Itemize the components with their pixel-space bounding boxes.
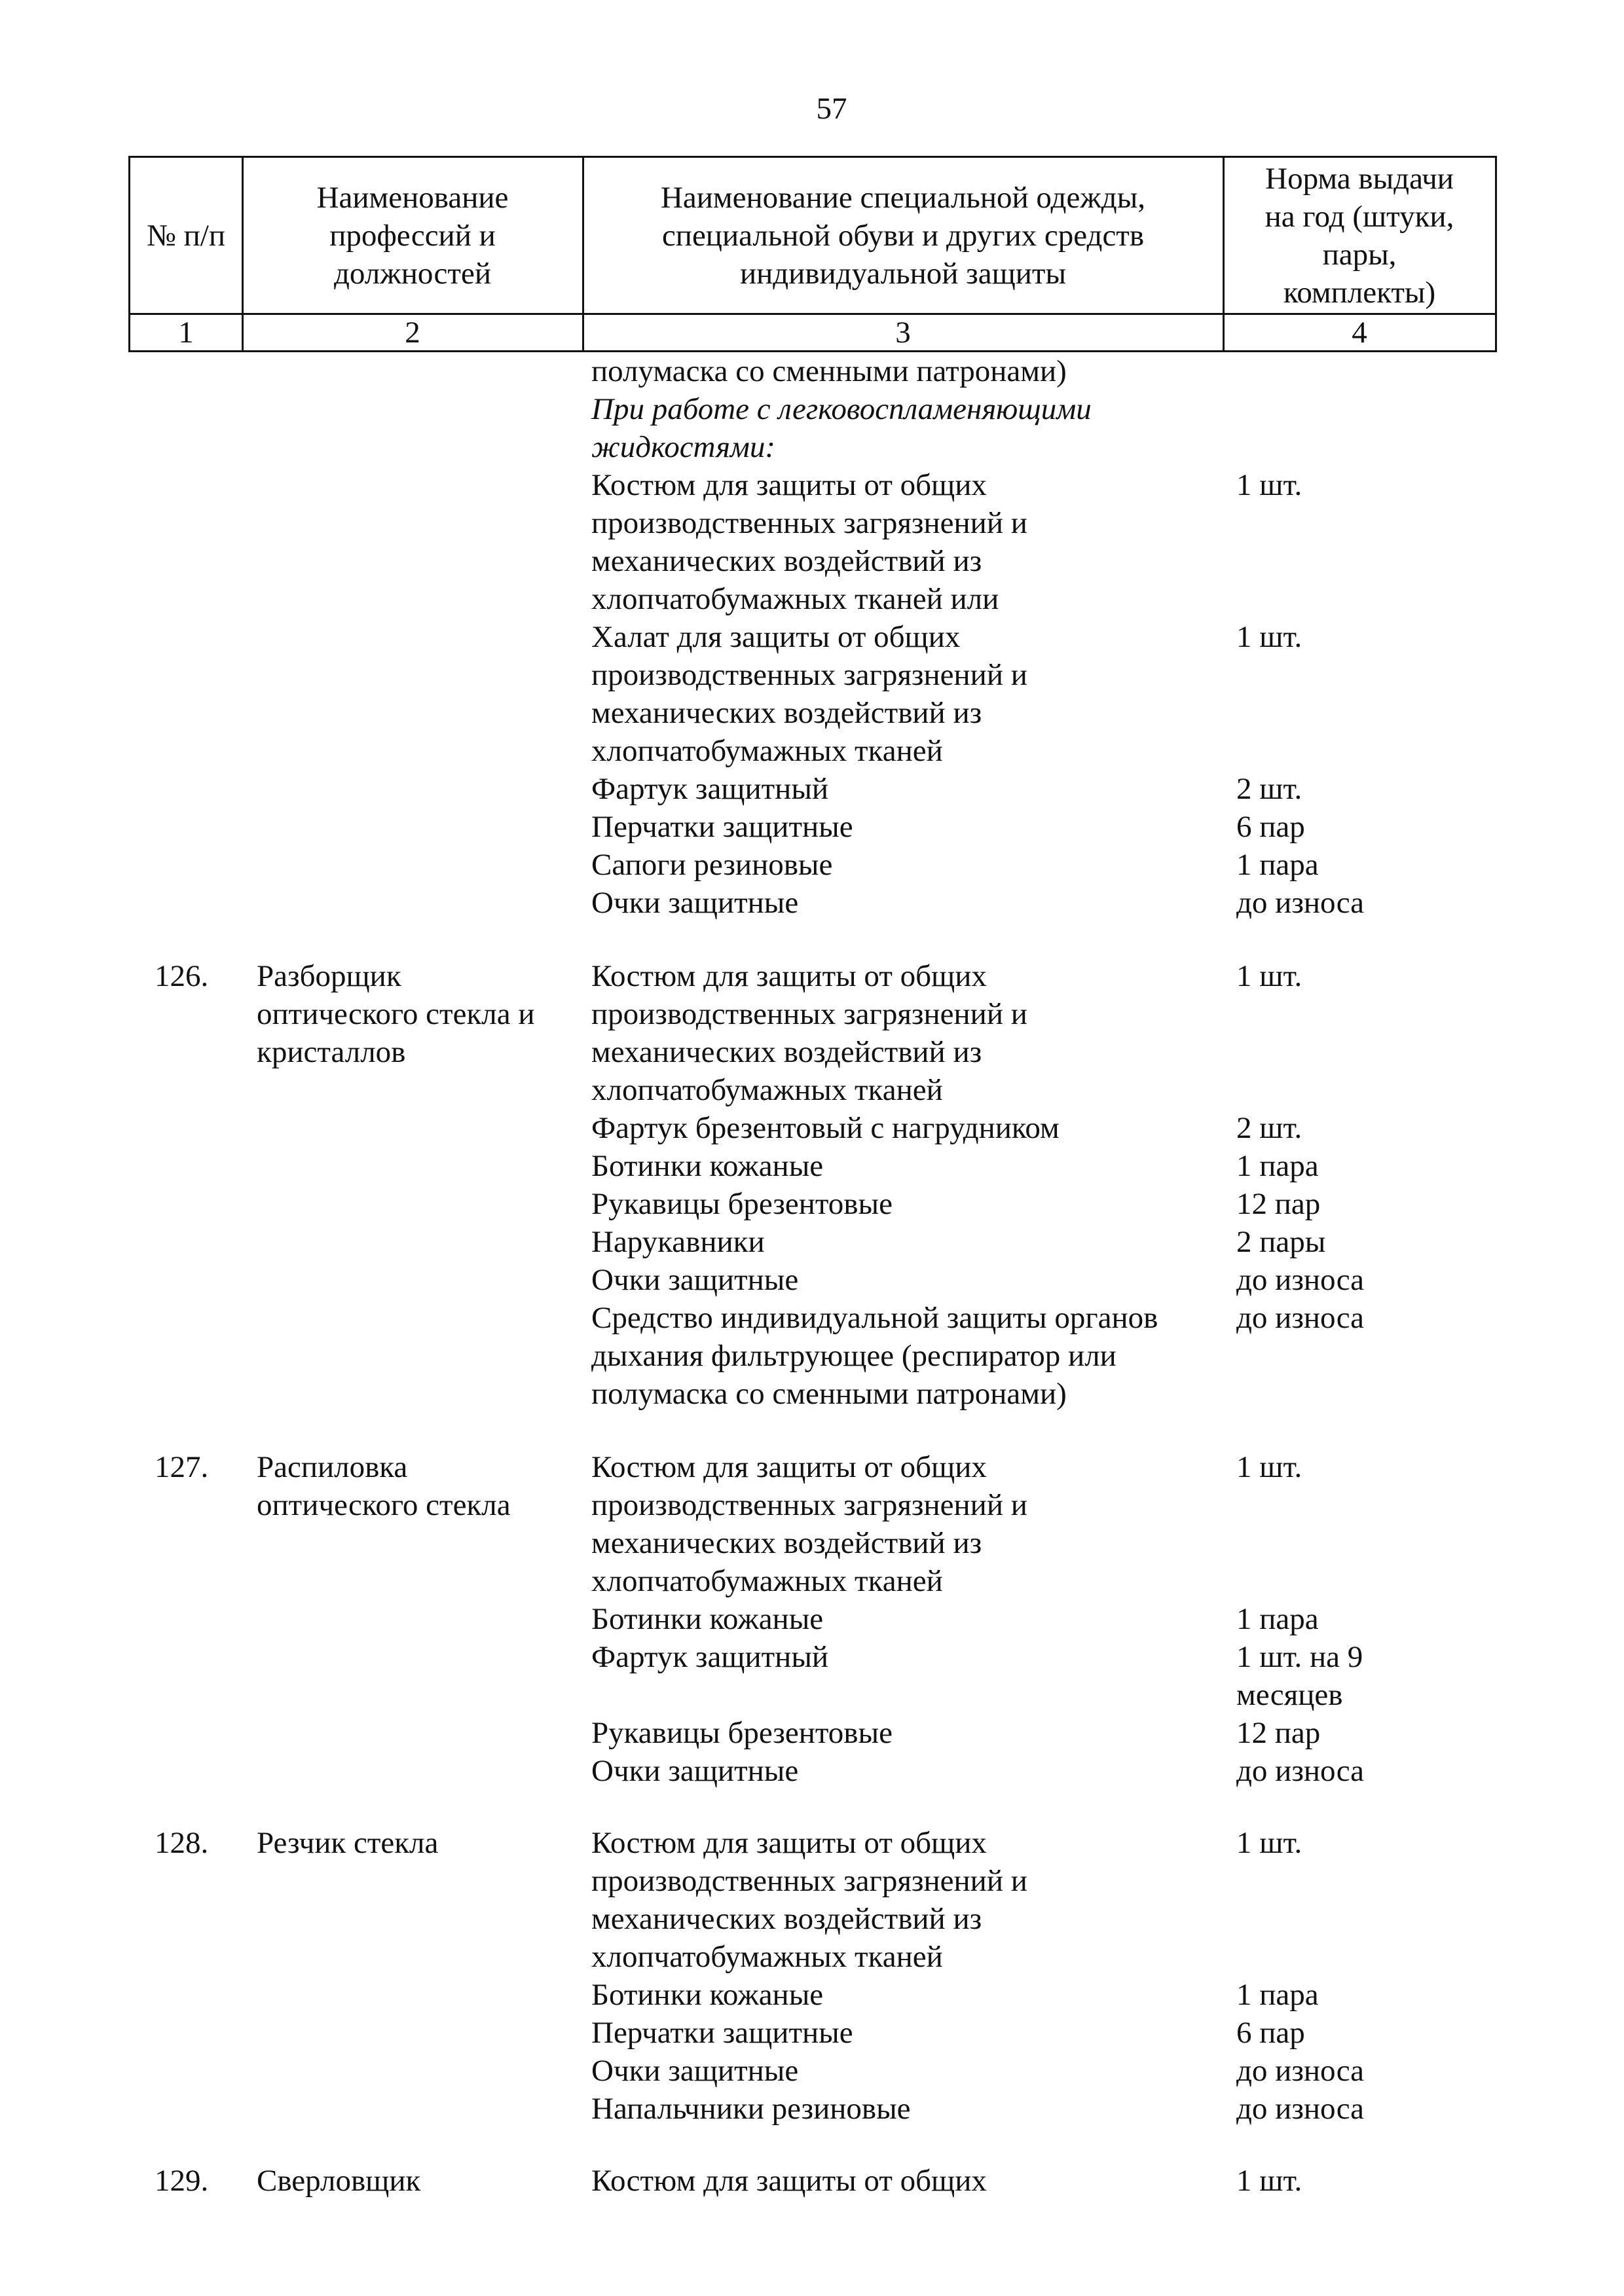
item-line: Ботинки кожаные (591, 1978, 824, 2012)
item-line: Сапоги резиновые (591, 848, 833, 882)
norm-value: до износа (1236, 886, 1364, 920)
norm-value: 1 пара (1236, 1602, 1319, 1636)
item-line: Рукавицы брезентовые (591, 1716, 893, 1750)
item-line: Ботинки кожаные (591, 1149, 824, 1183)
norm-value: 12 пар (1236, 1716, 1321, 1750)
profession-line: оптического стекла (257, 1488, 511, 1522)
norm-value: месяцев (1236, 1678, 1343, 1712)
header-num-1: 1 (178, 316, 194, 350)
header-num-2: 2 (405, 316, 420, 350)
item-line: механических воздействий из (591, 1035, 982, 1069)
profession-line: Распиловка (257, 1450, 408, 1484)
norm-value: 2 шт. (1236, 772, 1302, 806)
item-line: Фартук защитный (591, 772, 829, 806)
norm-value: 1 шт. (1236, 1826, 1302, 1860)
item-line: механических воздействий из (591, 696, 982, 730)
table-header (128, 156, 1497, 352)
header-col-profession: Наименование профессий и должностей (316, 180, 509, 291)
item-line: Перчатки защитные (591, 2016, 853, 2050)
page-number: 57 (816, 92, 847, 126)
norm-value: до износа (1236, 1754, 1364, 1788)
item-line: Костюм для защиты от общих (591, 1450, 987, 1484)
item-line: Костюм для защиты от общих (591, 959, 987, 993)
item-line: Фартук брезентовый с нагрудником (591, 1111, 1060, 1145)
section-heading: жидкостями: (591, 430, 776, 464)
item-line: производственных загрязнений и (591, 997, 1027, 1031)
item-line: хлопчатобумажных тканей (591, 734, 943, 768)
item-line: Перчатки защитные (591, 810, 853, 844)
header-num-4: 4 (1352, 316, 1367, 350)
norm-value: 1 пара (1236, 1149, 1319, 1183)
row-number: 128. (155, 1826, 209, 1860)
item-line: полумаска со сменными патронами) (591, 354, 1067, 388)
norm-value: 2 пары (1236, 1225, 1326, 1259)
header-col-number: № п/п (147, 218, 225, 253)
section-heading: При работе с легковоспламеняющими (591, 392, 1092, 426)
item-line: производственных загрязнений и (591, 658, 1027, 692)
item-line: Очки защитные (591, 1263, 799, 1297)
item-line: Средство индивидуальной защиты органов (591, 1301, 1158, 1335)
norm-value: до износа (1236, 2054, 1364, 2088)
item-line: Очки защитные (591, 1754, 799, 1788)
item-line: Костюм для защиты от общих (591, 468, 987, 502)
item-line: производственных загрязнений и (591, 1488, 1027, 1522)
norm-value: 1 пара (1236, 1978, 1319, 2012)
header-num-3: 3 (895, 316, 911, 350)
item-line: Рукавицы брезентовые (591, 1187, 893, 1221)
item-line: Напальчники резиновые (591, 2092, 911, 2126)
header-col-equipment: Наименование специальной одежды, специальной обуви и других средств индивидуальной защиты (660, 180, 1146, 291)
profession-line: Резчик стекла (257, 1826, 439, 1860)
item-line: Нарукавники (591, 1225, 765, 1259)
item-line: механических воздействий из (591, 1902, 982, 1936)
item-line: хлопчатобумажных тканей (591, 1940, 943, 1974)
norm-value: 1 шт. (1236, 2164, 1302, 2198)
norm-value: 6 пар (1236, 810, 1305, 844)
norm-value: 1 шт. на 9 (1236, 1640, 1363, 1674)
item-line: Ботинки кожаные (591, 1602, 824, 1636)
norm-value: 6 пар (1236, 2016, 1305, 2050)
row-number: 126. (155, 959, 209, 993)
norm-value: 1 шт. (1236, 620, 1302, 654)
item-line: Халат для защиты от общих (591, 620, 961, 654)
norm-value: 1 пара (1236, 848, 1319, 882)
norm-value: 2 шт. (1236, 1111, 1302, 1145)
row-number: 127. (155, 1450, 209, 1484)
norm-value: 1 шт. (1236, 959, 1302, 993)
norm-value: до износа (1236, 1263, 1364, 1297)
profession-line: оптического стекла и (257, 997, 535, 1031)
item-line: хлопчатобумажных тканей или (591, 582, 999, 616)
item-line: Очки защитные (591, 2054, 799, 2088)
header-col-norm: Норма выдачи на год (штуки, пары, комплекты) (1264, 161, 1454, 310)
norm-value: 12 пар (1236, 1187, 1321, 1221)
profession-line: Разборщик (257, 959, 401, 993)
item-line: механических воздействий из (591, 544, 982, 578)
item-line: Очки защитные (591, 886, 799, 920)
item-line: Фартук защитный (591, 1640, 829, 1674)
item-line: производственных загрязнений и (591, 1864, 1027, 1898)
profession-line: кристаллов (257, 1035, 406, 1069)
item-line: дыхания фильтрующее (респиратор или (591, 1339, 1116, 1373)
norm-value: до износа (1236, 2092, 1364, 2126)
norm-value: 1 шт. (1236, 468, 1302, 502)
item-line: Костюм для защиты от общих (591, 2164, 987, 2198)
item-line: Костюм для защиты от общих (591, 1826, 987, 1860)
item-line: механических воздействий из (591, 1526, 982, 1560)
norm-value: до износа (1236, 1301, 1364, 1335)
item-line: хлопчатобумажных тканей (591, 1073, 943, 1107)
item-line: хлопчатобумажных тканей (591, 1564, 943, 1598)
item-line: производственных загрязнений и (591, 506, 1027, 540)
item-line: полумаска со сменными патронами) (591, 1377, 1067, 1411)
row-number: 129. (155, 2164, 209, 2198)
norm-value: 1 шт. (1236, 1450, 1302, 1484)
profession-line: Сверловщик (257, 2164, 421, 2198)
